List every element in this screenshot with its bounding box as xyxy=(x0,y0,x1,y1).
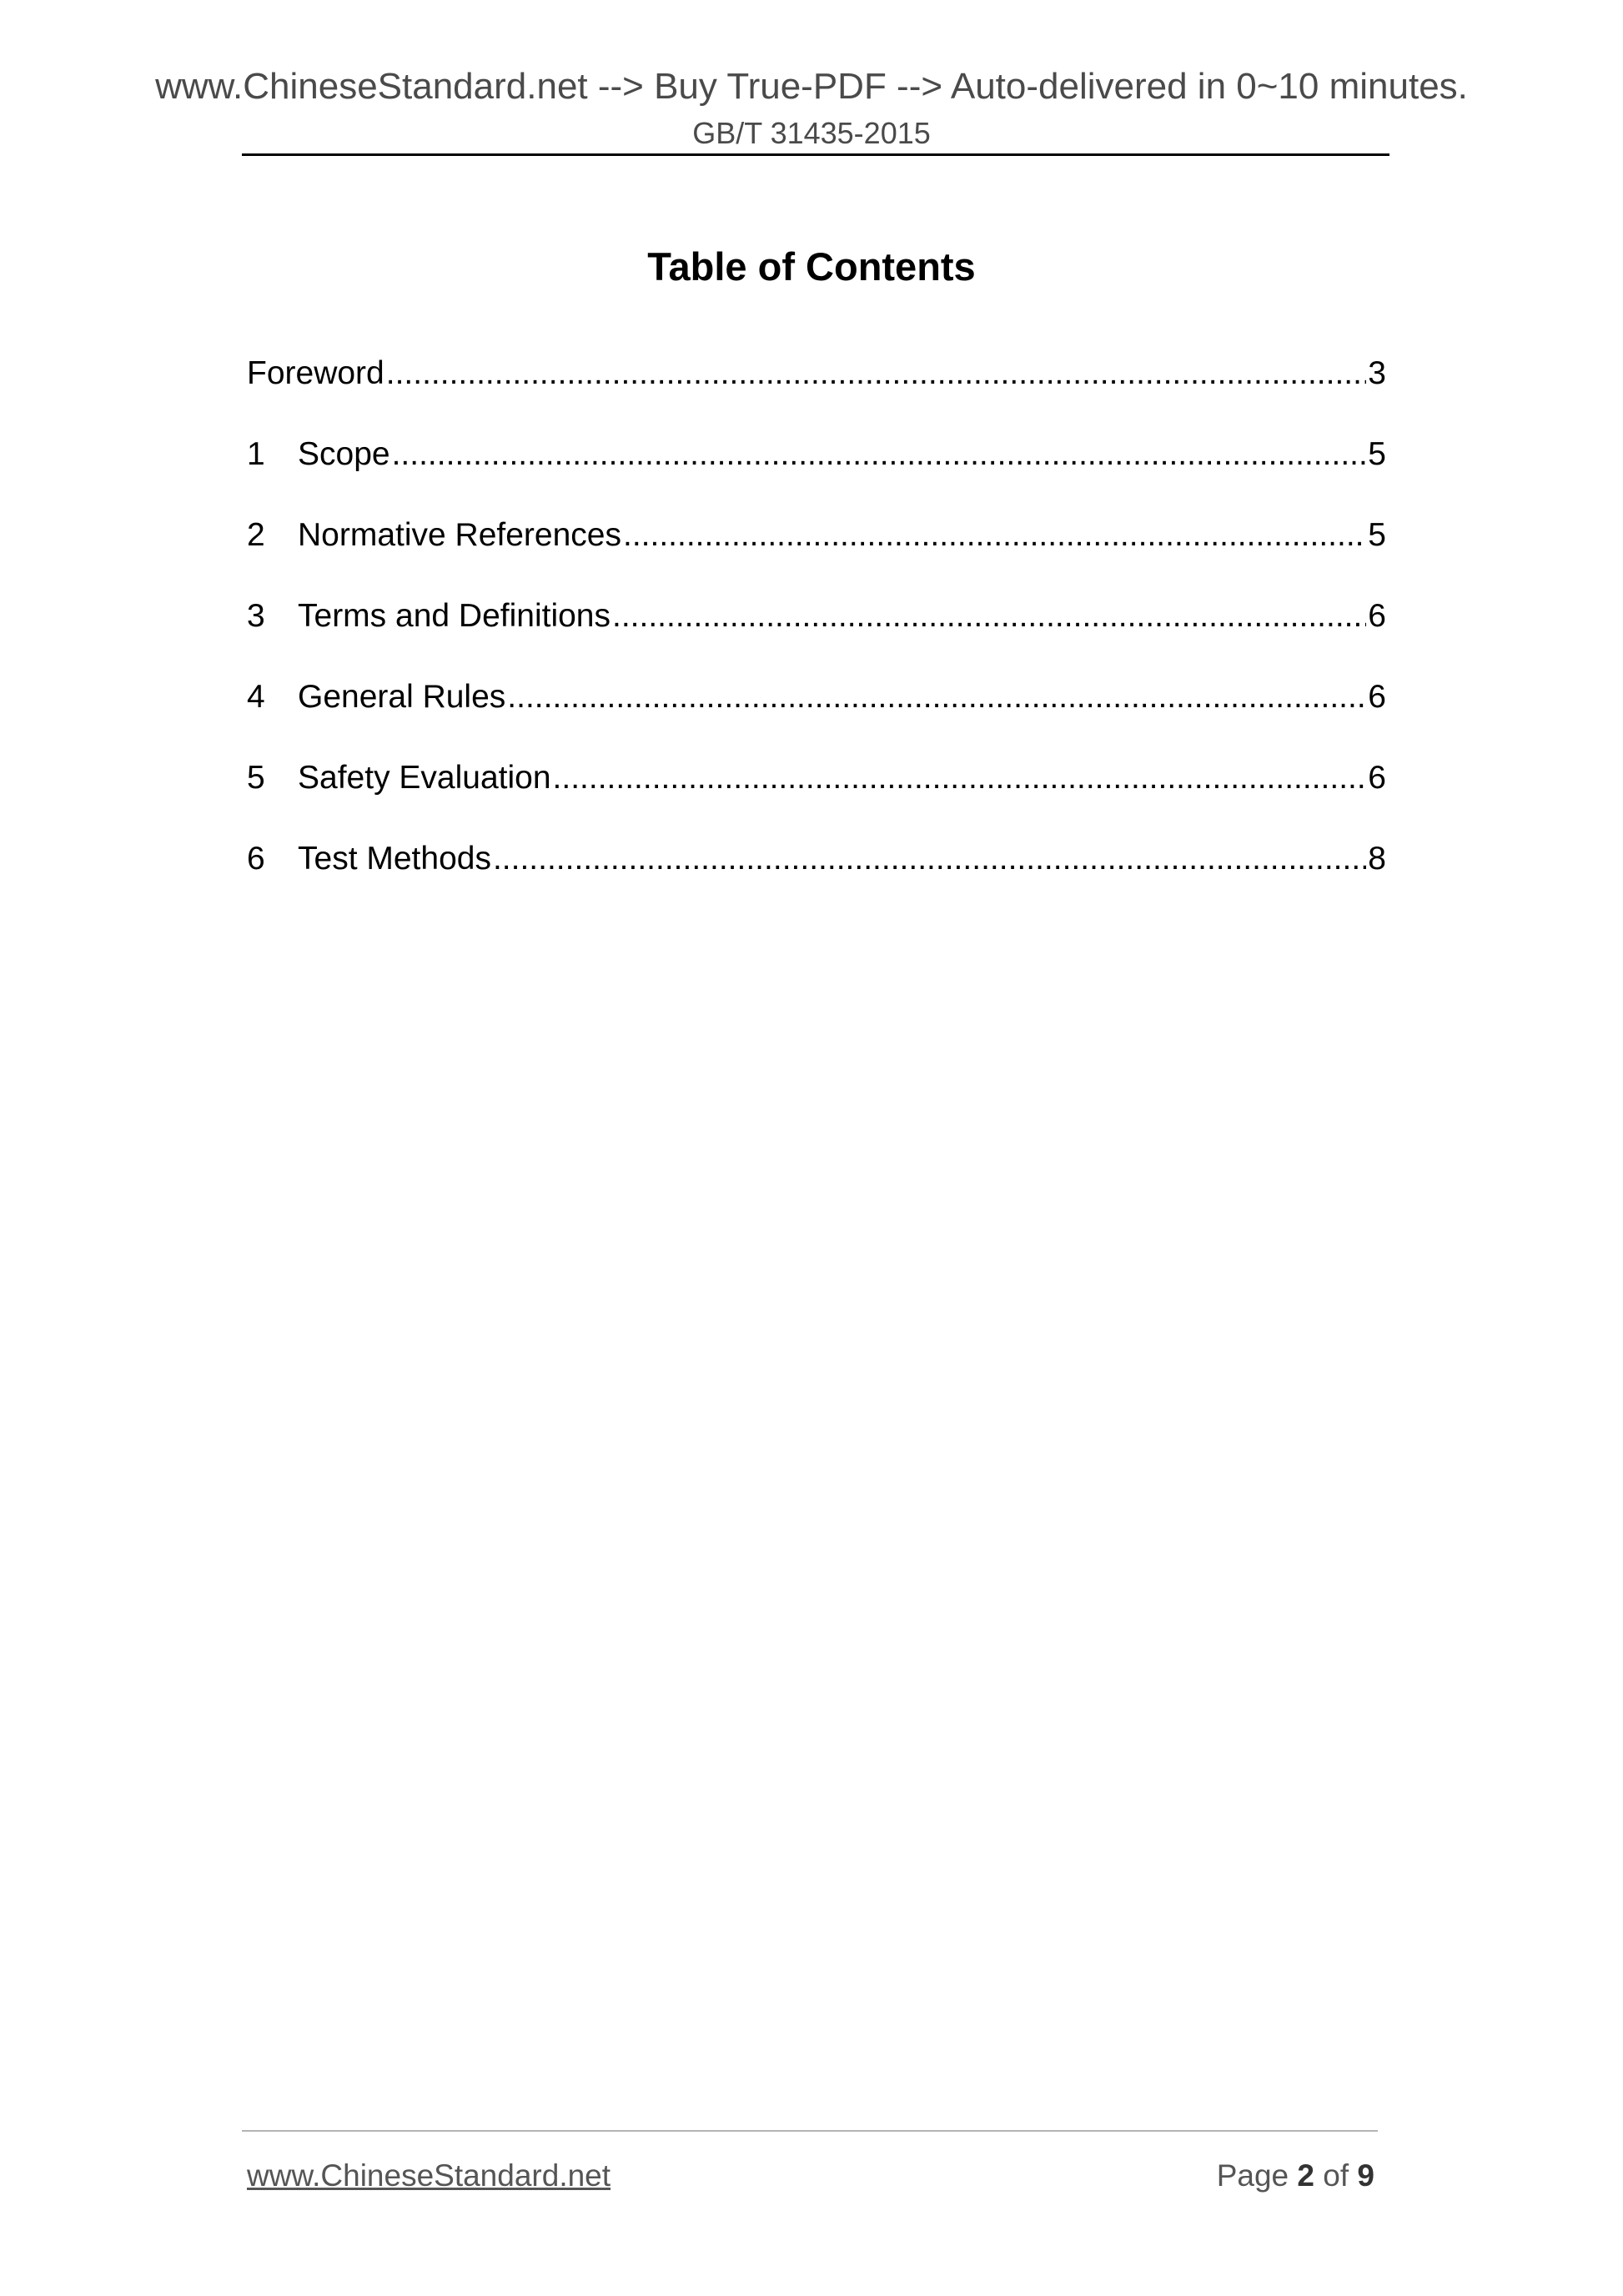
toc-leader-dots xyxy=(386,349,1367,399)
toc-entry-terms-and-definitions[interactable] xyxy=(247,591,1386,641)
toc-title: Table of Contents xyxy=(647,244,976,289)
toc-entry-page: 5 xyxy=(1368,517,1386,553)
page-prefix: Page xyxy=(1216,2158,1289,2193)
header-divider xyxy=(242,153,1389,156)
toc-entry-page: 3 xyxy=(1368,355,1386,391)
toc-entry-label: Scope xyxy=(298,436,390,472)
toc-entry-number: 3 xyxy=(247,598,265,634)
header-banner: www.ChineseStandard.net --> Buy True-PDF --> Auto-delivered in 0~10 minutes. xyxy=(155,66,1468,107)
toc-entry-number: 5 xyxy=(247,760,265,796)
toc-entry-normative-references[interactable] xyxy=(247,510,1386,560)
toc-entry-test-methods[interactable] xyxy=(247,834,1386,884)
toc-leader-dots xyxy=(392,430,1367,480)
toc-entry-label: Terms and Definitions xyxy=(298,598,611,634)
toc-entry-number: 2 xyxy=(247,517,265,553)
toc-entry-label: General Rules xyxy=(298,679,506,715)
toc-entry-page: 6 xyxy=(1368,679,1386,715)
toc-entry-number: 1 xyxy=(247,436,265,472)
page-indicator xyxy=(1217,2155,1374,2197)
page-separator: of xyxy=(1323,2158,1349,2193)
toc-entry-page: 6 xyxy=(1368,598,1386,634)
document-id: GB/T 31435-2015 xyxy=(692,116,931,150)
toc-entry-label: Foreword xyxy=(247,355,384,391)
current-page-number: 2 xyxy=(1297,2158,1314,2193)
toc-entry-label: Test Methods xyxy=(298,841,491,877)
footer-site-link[interactable]: www.ChineseStandard.net xyxy=(247,2158,611,2193)
toc-leader-dots xyxy=(623,510,1366,560)
toc-entry-number: 6 xyxy=(247,841,265,877)
footer-divider xyxy=(242,2130,1378,2132)
toc-leader-dots xyxy=(507,672,1366,722)
toc-leader-dots xyxy=(553,753,1367,803)
toc-entry-label: Safety Evaluation xyxy=(298,760,551,796)
toc-leader-dots xyxy=(612,591,1366,641)
toc-entry-page: 6 xyxy=(1368,760,1386,796)
toc-entry-page: 5 xyxy=(1368,436,1386,472)
total-pages-number: 9 xyxy=(1357,2158,1374,2193)
toc-entry-number: 4 xyxy=(247,679,265,715)
toc-entry-label: Normative References xyxy=(298,517,621,553)
toc-entry-page: 8 xyxy=(1368,841,1386,877)
toc-entry-general-rules[interactable] xyxy=(247,672,1386,722)
toc-entry-foreword[interactable] xyxy=(247,349,1386,399)
toc-entry-safety-evaluation[interactable] xyxy=(247,753,1386,803)
toc-leader-dots xyxy=(493,834,1366,884)
toc-entry-scope[interactable] xyxy=(247,430,1386,480)
